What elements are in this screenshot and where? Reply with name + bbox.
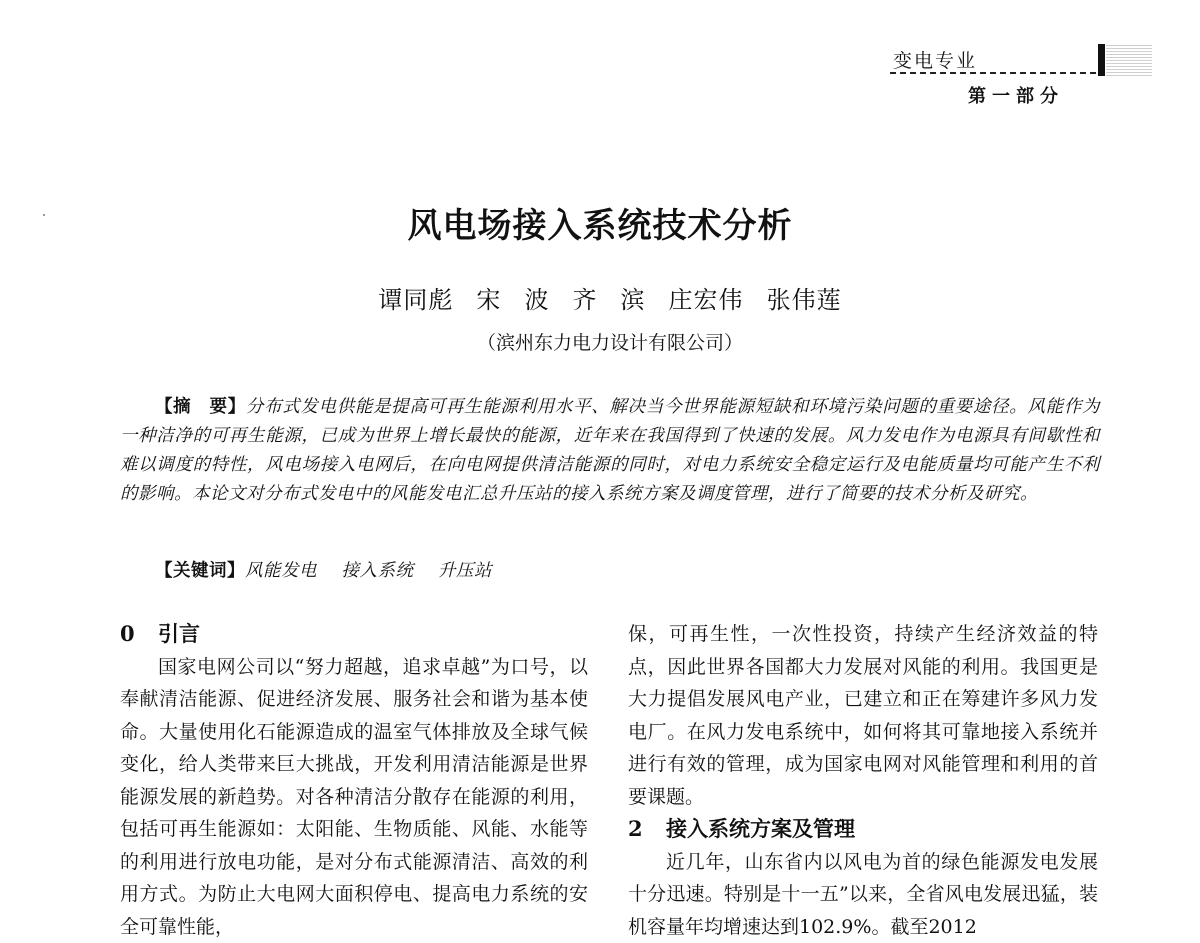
keywords: [120, 557, 492, 582]
running-header-section: 变电专业: [893, 46, 977, 73]
section-number: 2: [628, 813, 666, 846]
header-dashed-rule: [890, 72, 1096, 74]
body-column-left: [120, 618, 588, 943]
keyword-item: 升压站: [438, 561, 492, 581]
running-header-part: 第一部分: [968, 82, 1064, 108]
section-heading-2: [628, 813, 1098, 846]
section-heading-0: [120, 618, 588, 651]
abstract-label: 【摘 要】: [155, 397, 246, 417]
section-heading-text: 接入系统方案及管理: [666, 816, 855, 841]
keywords-label: 【关键词】: [155, 561, 245, 581]
abstract-text: 分布式发电供能是提高可再生能源利用水平、解决当今世界能源短缺和环境污染问题的重要途径。风能作为一种洁净的可再生能源，已成为世界上增长最快的能源，近年来在我国得到了快速的发展。风力发电作为电源具有间歇性和难以调度的特性，风电场接入电网后，在向电网提供清洁能源的同时，对电力系统安全稳定运行及电能质量均可能产生不利的影响。本论文对分布式发电中的风能发电汇总升压站的接入系统方案及调度管理，进行了简要的技术分析及研究。: [120, 397, 1100, 504]
body-paragraph-continued: 保，可再生性，一次性投资，持续产生经济效益的特点，因此世界各国都大力发展对风能的利用。我国更是大力提倡发展风电产业，已建立和正在筹建许多风力发电厂。在风力发电系统中，如何将其可靠地接入系统并进行有效的管理，成为国家电网对风能管理和利用的首要课题。: [628, 618, 1098, 813]
paper-title: 风电场接入系统技术分析: [0, 198, 1200, 247]
body-paragraph: 国家电网公司以“努力超越，追求卓越”为口号，以奉献清洁能源、促进经济发展、服务社会和谐为基本使命。大量使用化石能源造成的温室气体排放及全球气候变化，给人类带来巨大挑战，开发利用清洁能源是世界能源发展的新趋势。对各种清洁分散存在能源的利用，包括可再生能源如：太阳能、生物质能、风能、水能等的利用进行放电功能，是对分布式能源清洁、高效的利用方式。为防止大电网大面积停电、提高电力系统的安全可靠性能，: [120, 651, 588, 943]
author-list: 谭同彪 宋 波 齐 滨 庄宏伟 张伟莲: [0, 280, 1200, 315]
header-texture-block: [1106, 44, 1152, 76]
header-black-bar: [1098, 44, 1105, 76]
section-number: 0: [120, 618, 158, 651]
section-heading-text: 引言: [158, 621, 200, 646]
body-paragraph: 近几年，山东省内以风电为首的绿色能源发电发展十分迅速。特别是十一五”以来，全省风电发展迅猛，装机容量年均增速达到102.9%。截至2012: [628, 846, 1098, 943]
body-column-right: [628, 618, 1098, 943]
abstract: [120, 393, 1100, 509]
author-affiliation: （滨州东力电力设计有限公司）: [0, 328, 1200, 355]
keyword-item: 风能发电: [245, 561, 317, 581]
keyword-item: 接入系统: [342, 561, 414, 581]
